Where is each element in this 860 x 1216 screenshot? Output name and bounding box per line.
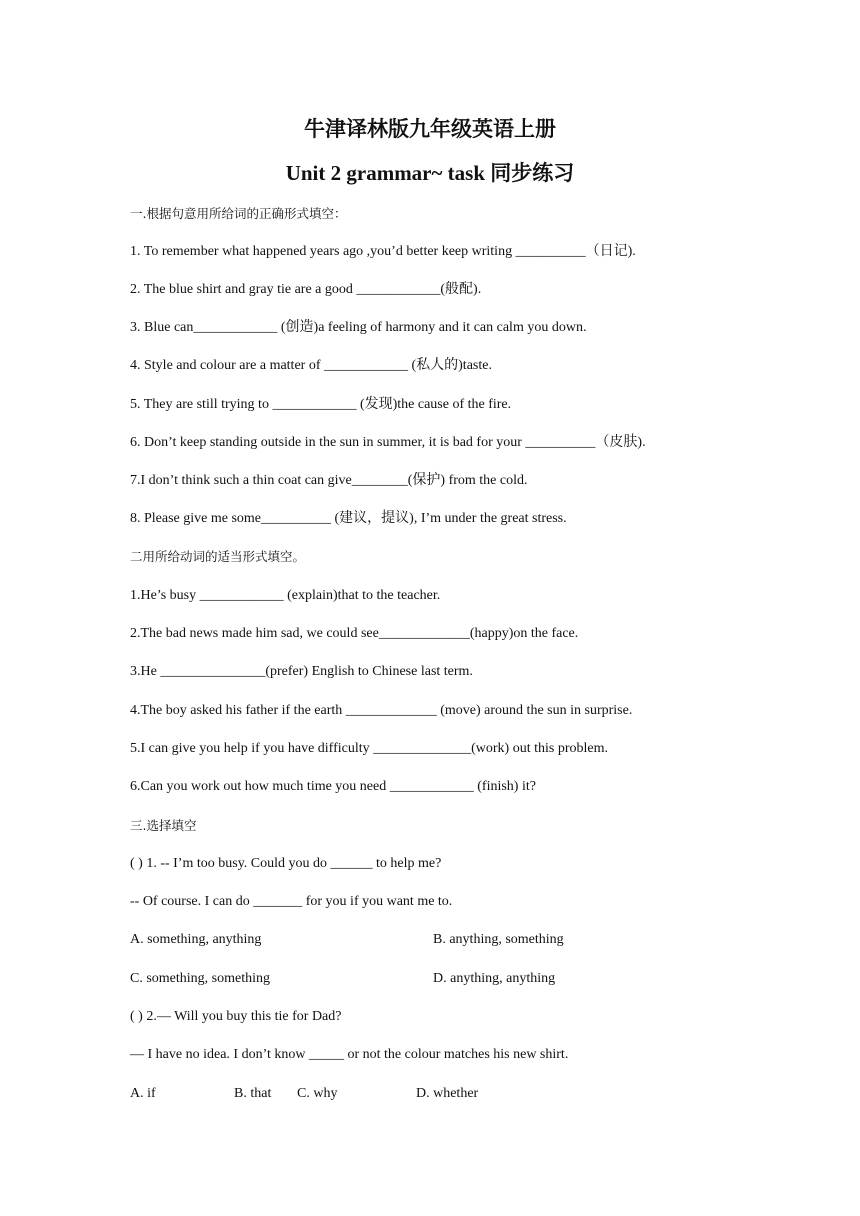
question-3-1-stem: ( ) 1. -- I’m too busy. Could you do ______ to help me? (130, 856, 442, 871)
question-3-1-option-a: A. something, anything (130, 932, 262, 947)
question-3-1-option-c: C. something, something (130, 971, 270, 986)
document-subtitle: Unit 2 grammar~ task 同步练习 (285, 161, 575, 185)
section-heading-2: 二用所给动词的适当形式填空。 (130, 549, 306, 564)
question-2-4: 4.The boy asked his father if the earth _____________ (move) around the sun in surprise. (130, 703, 633, 718)
section-heading-3: 三.选择填空 (130, 818, 197, 833)
section-heading-1: 一.根据句意用所给词的正确形式填空： (130, 206, 347, 221)
question-2-3: 3.He _______________(prefer) English to Chinese last term. (130, 664, 473, 679)
question-1-8: 8. Please give me some__________ (建议，提议), I’m under the great stress. (130, 511, 567, 526)
question-1-7: 7.I don’t think such a thin coat can give________(保护) from the cold. (130, 473, 528, 488)
question-3-2-option-c: C. why (297, 1086, 338, 1101)
question-3-1-reply: -- Of course. I can do _______ for you if you want me to. (130, 894, 453, 909)
question-1-1: 1. To remember what happened years ago ,you’d better keep writing __________（日记). (130, 244, 636, 259)
question-3-2-stem: ( ) 2.— Will you buy this tie for Dad? (130, 1009, 342, 1024)
document-title: 牛津译林版九年级英语上册 (304, 116, 556, 141)
question-3-1-option-d: D. anything, anything (433, 971, 556, 986)
question-2-2: 2.The bad news made him sad, we could see_____________(happy)on the face. (130, 626, 579, 641)
question-3-2-option-a: A. if (130, 1086, 156, 1101)
question-2-6: 6.Can you work out how much time you need ____________ (finish) it? (130, 779, 536, 794)
question-3-2-reply: — I have no idea. I don’t know _____ or not the colour matches his new shirt. (130, 1047, 569, 1062)
question-3-1-option-b: B. anything, something (433, 932, 564, 947)
question-2-5: 5.I can give you help if you have difficulty ______________(work) out this problem. (130, 741, 608, 756)
question-1-2: 2. The blue shirt and gray tie are a good ____________(般配). (130, 282, 482, 297)
question-1-3: 3. Blue can____________ (创造)a feeling of harmony and it can calm you down. (130, 320, 587, 335)
question-1-5: 5. They are still trying to ____________ (发现)the cause of the fire. (130, 397, 512, 412)
question-3-2-option-b: B. that (234, 1086, 272, 1101)
question-3-2-option-d: D. whether (416, 1086, 479, 1101)
question-1-6: 6. Don’t keep standing outside in the sun in summer, it is bad for your __________（皮肤). (130, 435, 646, 450)
question-1-4: 4. Style and colour are a matter of ____________ (私人的)taste. (130, 358, 492, 373)
question-2-1: 1.He’s busy ____________ (explain)that to the teacher. (130, 588, 441, 603)
